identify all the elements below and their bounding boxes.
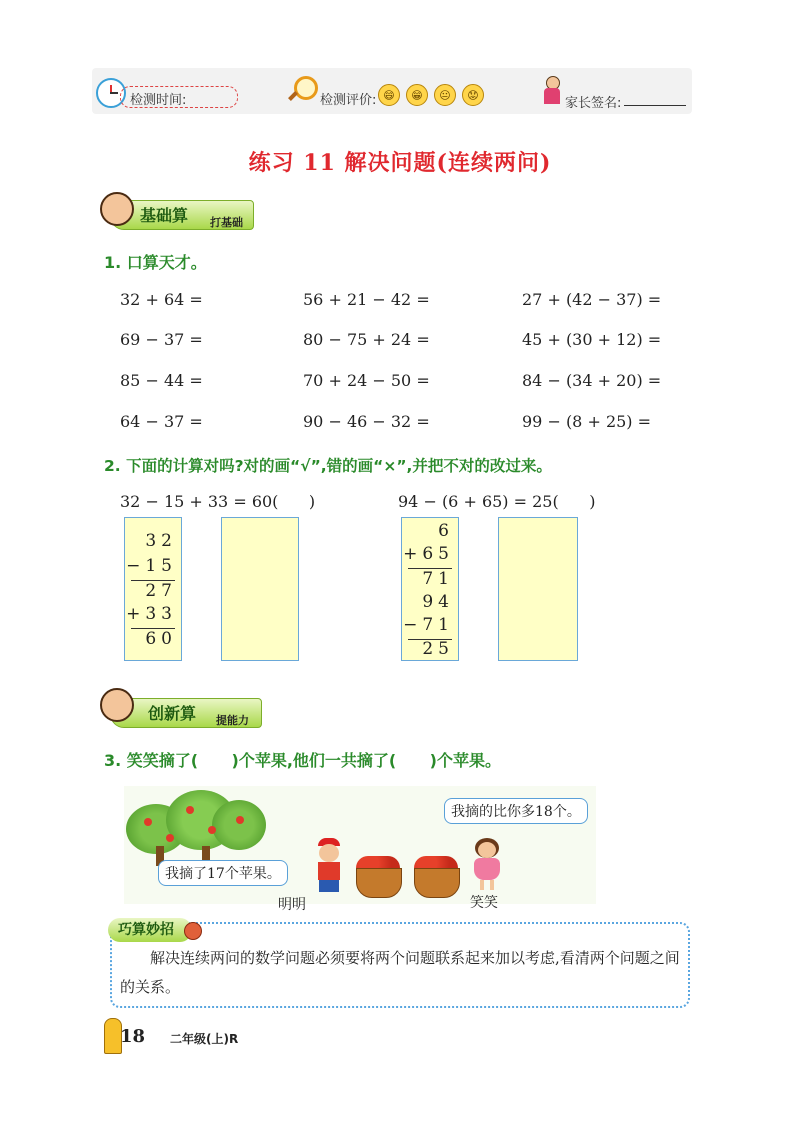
section-innovate-label: 创新算 — [148, 704, 197, 723]
vertical-digit: 25 — [422, 639, 454, 659]
q1-equation: 45 + (30 + 12) = — [522, 330, 662, 349]
q3-title: 3. 笑笑摘了( )个苹果,他们一共摘了( )个苹果。 — [104, 751, 501, 770]
kid-icon — [100, 192, 134, 226]
q2-right-answer-box[interactable] — [498, 517, 578, 661]
grade-label: 二年级(上)R — [170, 1032, 239, 1046]
magnifier-icon — [288, 76, 314, 102]
grin-face-icon[interactable]: 😁 — [406, 84, 428, 106]
apple-tree-icon — [126, 790, 266, 866]
vertical-digit: −15 — [126, 556, 177, 576]
section-basic-label: 基础算 — [140, 206, 189, 225]
q2-left-equation: 32 − 15 + 33 = 60( ) — [120, 492, 316, 511]
basket-icon — [414, 856, 460, 898]
eval-label: 检测评价: — [320, 93, 377, 108]
q1-equation: 85 − 44 = — [120, 371, 203, 390]
neutral-face-icon[interactable]: 😐 — [434, 84, 456, 106]
boy-mingming-icon — [312, 838, 346, 894]
q1-equation: 56 + 21 − 42 = — [303, 290, 430, 309]
vertical-digit: 60 — [145, 629, 177, 649]
tips-label: 巧算妙招 — [108, 918, 192, 942]
kid-icon — [100, 688, 134, 722]
q2-left-vertical-box — [124, 517, 182, 661]
page-number: 18 — [120, 1026, 146, 1047]
name-xiaoxiao: 笑笑 — [470, 895, 498, 911]
time-label: 检测时间: — [130, 93, 187, 108]
q2-title: 2. 下面的计算对吗?对的画“√”,错的画“×”,并把不对的改过来。 — [104, 457, 552, 475]
vertical-digit: +65 — [403, 544, 454, 564]
happy-face-icon[interactable]: 😄 — [378, 84, 400, 106]
section-innovate-sub: 提能力 — [216, 714, 249, 727]
q1-equation: 84 − (34 + 20) = — [522, 371, 662, 390]
q1-equation: 69 − 37 = — [120, 330, 203, 349]
q2-right-equation: 94 − (6 + 65) = 25( ) — [398, 492, 596, 511]
vertical-digit: 6 — [438, 521, 454, 541]
basket-icon — [356, 856, 402, 898]
q1-equation: 90 − 46 − 32 = — [303, 412, 430, 431]
q1-equation: 27 + (42 − 37) = — [522, 290, 662, 309]
q1-title: 1. 口算天才。 — [104, 253, 207, 272]
tips-text: 解决连续两问的数学问题必须要将两个问题联系起来加以考虑,看清两个问题之间的关系。 — [120, 949, 680, 996]
vertical-digit: 32 — [145, 531, 177, 551]
name-mingming: 明明 — [278, 897, 306, 913]
girl-xiaoxiao-icon — [470, 836, 504, 892]
speech-bubble-mingming: 我摘了17个苹果。 — [158, 860, 288, 886]
q1-equation: 64 − 37 = — [120, 412, 203, 431]
q2-right-vertical-box — [401, 517, 459, 661]
vertical-digit: 94 — [422, 592, 454, 612]
vertical-digit: −71 — [403, 615, 454, 635]
page-title: 练习 11 解决问题(连续两问) — [248, 150, 552, 176]
vertical-digit: 27 — [145, 581, 177, 601]
vertical-digit: +33 — [126, 604, 177, 624]
parent-label: 家长签名: — [565, 96, 622, 111]
eval-faces — [378, 84, 484, 106]
parent-figure-icon — [542, 76, 562, 106]
speech-bubble-xiaoxiao: 我摘的比你多18个。 — [444, 798, 588, 824]
q1-equation: 32 + 64 = — [120, 290, 203, 309]
alarm-clock-icon — [184, 922, 202, 940]
signature-line[interactable] — [624, 105, 686, 106]
sad-face-icon[interactable]: 😟 — [462, 84, 484, 106]
q1-equation: 80 − 75 + 24 = — [303, 330, 430, 349]
q1-equation: 99 − (8 + 25) = — [522, 412, 652, 431]
q2-left-answer-box[interactable] — [221, 517, 299, 661]
q1-equation: 70 + 24 − 50 = — [303, 371, 430, 390]
section-basic-sub: 打基础 — [210, 216, 243, 229]
vertical-digit: 71 — [422, 569, 454, 589]
